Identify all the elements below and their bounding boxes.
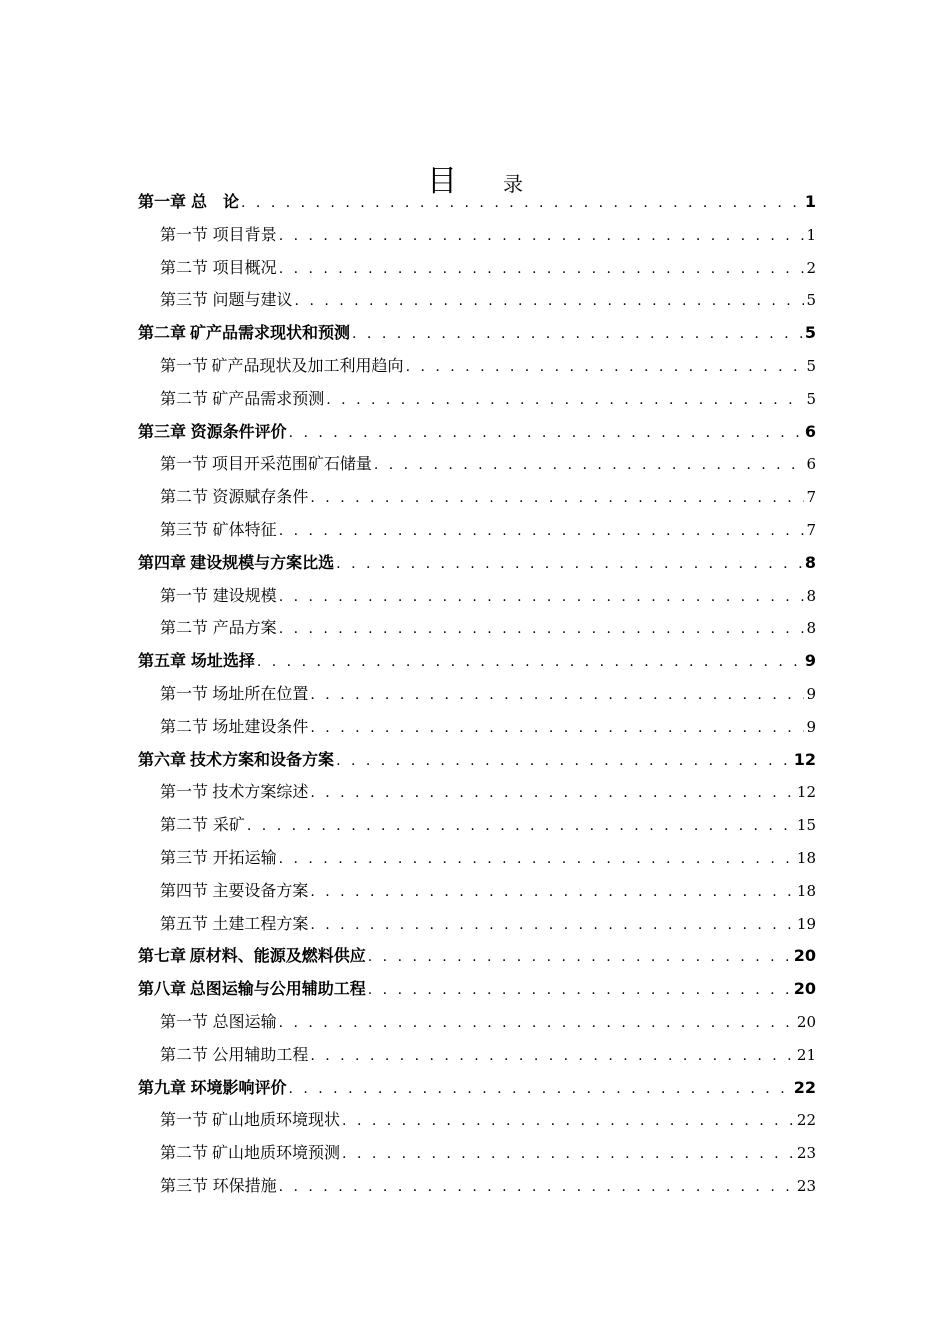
toc-section-entry[interactable] bbox=[138, 678, 816, 711]
toc-chapter-entry[interactable] bbox=[138, 186, 816, 219]
toc-entry-title: 场址建设条件 bbox=[212, 716, 309, 736]
toc-entry-title: 产品方案 bbox=[212, 618, 277, 638]
toc-entry-title: 项目背景 bbox=[212, 224, 277, 244]
dot-leader bbox=[310, 909, 795, 942]
dot-leader bbox=[310, 1040, 795, 1073]
toc-section-entry[interactable] bbox=[138, 1006, 816, 1039]
toc-page-number: 12 bbox=[793, 749, 816, 769]
toc-chapter-entry[interactable] bbox=[138, 317, 816, 350]
dot-leader bbox=[342, 1138, 795, 1171]
dot-leader bbox=[374, 449, 805, 482]
dot-leader bbox=[241, 187, 803, 220]
dot-leader bbox=[310, 876, 795, 909]
dot-leader bbox=[257, 646, 803, 679]
dot-leader bbox=[279, 253, 805, 286]
toc-page-number: 21 bbox=[796, 1045, 816, 1064]
toc-page-number: 20 bbox=[793, 946, 816, 966]
toc-entry-label: 第二节 bbox=[160, 1143, 209, 1163]
toc-section-entry[interactable] bbox=[138, 448, 816, 481]
toc-entry-title: 问题与建议 bbox=[212, 290, 293, 310]
toc-entry-title: 资源赋存条件 bbox=[212, 487, 309, 507]
toc-page-number: 5 bbox=[806, 389, 816, 408]
toc-entry-title: 建设规模 bbox=[212, 585, 277, 605]
toc-entry-label: 第二节 bbox=[160, 716, 209, 736]
toc-entry-title: 环境影响评价 bbox=[190, 1077, 287, 1097]
toc-section-entry[interactable] bbox=[138, 1170, 816, 1203]
toc-entry-label: 第六章 bbox=[138, 749, 187, 769]
toc-entry-label: 第一节 bbox=[160, 1011, 209, 1031]
toc-entry-title: 土建工程方案 bbox=[212, 913, 309, 933]
toc-page-number: 23 bbox=[796, 1176, 816, 1195]
table-of-contents bbox=[138, 186, 816, 1203]
toc-section-entry[interactable] bbox=[138, 383, 816, 416]
toc-entry-label: 第四章 bbox=[138, 552, 187, 572]
toc-entry-title: 采矿 bbox=[212, 815, 245, 835]
toc-page-number: 22 bbox=[793, 1077, 816, 1097]
toc-entry-title: 矿产品需求预测 bbox=[212, 388, 325, 408]
toc-entry-label: 第一章 bbox=[138, 192, 187, 211]
toc-page-number: 19 bbox=[796, 914, 816, 933]
toc-page-number: 1 bbox=[806, 225, 816, 244]
toc-section-entry[interactable] bbox=[138, 711, 816, 744]
toc-section-entry[interactable] bbox=[138, 514, 816, 547]
toc-entry-label: 第三节 bbox=[160, 1175, 209, 1195]
toc-page-number: 6 bbox=[806, 455, 816, 474]
toc-page-number: 9 bbox=[804, 651, 816, 671]
toc-entry-label: 第一节 bbox=[160, 454, 209, 474]
toc-entry-title: 矿体特征 bbox=[212, 519, 277, 539]
toc-entry-title: 总图运输 bbox=[212, 1011, 277, 1031]
toc-entry-label: 第七章 bbox=[138, 946, 187, 966]
toc-entry-label: 第三节 bbox=[160, 519, 209, 539]
dot-leader bbox=[368, 941, 792, 974]
toc-chapter-entry[interactable] bbox=[138, 940, 816, 973]
toc-entry-label: 第二节 bbox=[160, 257, 209, 277]
toc-section-entry[interactable] bbox=[138, 284, 816, 317]
toc-entry-title: 主要设备方案 bbox=[212, 880, 309, 900]
toc-page-number: 18 bbox=[796, 848, 816, 867]
toc-entry-title: 总 论 bbox=[191, 192, 240, 211]
toc-page-number: 1 bbox=[804, 192, 816, 211]
title-main: 目 bbox=[427, 164, 457, 199]
title-second: 录 bbox=[503, 172, 523, 196]
toc-section-entry[interactable] bbox=[138, 1039, 816, 1072]
toc-page-number: 12 bbox=[796, 783, 816, 802]
toc-entry-title: 项目开采范围矿石储量 bbox=[211, 454, 372, 474]
toc-page-number: 8 bbox=[804, 552, 816, 572]
toc-entry-label: 第一节 bbox=[160, 224, 209, 244]
toc-chapter-entry[interactable] bbox=[138, 744, 816, 777]
dot-leader bbox=[342, 1105, 795, 1138]
toc-page-number: 5 bbox=[806, 356, 816, 375]
toc-entry-label: 第二节 bbox=[160, 618, 209, 638]
toc-chapter-entry[interactable] bbox=[138, 973, 816, 1006]
toc-chapter-entry[interactable] bbox=[138, 416, 816, 449]
dot-leader bbox=[310, 712, 804, 745]
toc-entry-label: 第五章 bbox=[138, 651, 187, 671]
toc-entry-label: 第九章 bbox=[138, 1077, 187, 1097]
toc-entry-label: 第二节 bbox=[160, 1044, 209, 1064]
toc-entry-title: 矿山地质环境现状 bbox=[212, 1110, 341, 1130]
dot-leader bbox=[279, 843, 795, 876]
dot-leader bbox=[336, 548, 803, 581]
dot-leader bbox=[279, 1171, 795, 1204]
toc-page-number: 2 bbox=[806, 258, 816, 277]
dot-leader bbox=[279, 613, 805, 646]
toc-entry-title: 技术方案和设备方案 bbox=[190, 749, 335, 769]
toc-entry-label: 第八章 bbox=[138, 979, 187, 999]
toc-entry-label: 第一节 bbox=[160, 585, 209, 605]
toc-entry-title: 开拓运输 bbox=[212, 847, 277, 867]
toc-section-entry[interactable] bbox=[138, 580, 816, 613]
toc-entry-label: 第一节 bbox=[160, 782, 209, 802]
dot-leader bbox=[295, 285, 805, 318]
dot-leader bbox=[279, 515, 805, 548]
toc-section-entry[interactable] bbox=[138, 252, 816, 285]
toc-entry-title: 矿山地质环境预测 bbox=[212, 1143, 341, 1163]
toc-entry-title: 技术方案综述 bbox=[212, 782, 309, 802]
toc-entry-label: 第二节 bbox=[160, 388, 209, 408]
dot-leader bbox=[279, 220, 805, 253]
toc-entry-label: 第三章 bbox=[138, 421, 187, 441]
toc-page-number: 7 bbox=[806, 488, 816, 507]
toc-entry-title: 总图运输与公用辅助工程 bbox=[189, 979, 366, 999]
dot-leader bbox=[406, 351, 805, 384]
toc-page-number: 9 bbox=[806, 684, 816, 703]
toc-page-number: 5 bbox=[806, 291, 816, 310]
toc-section-entry[interactable] bbox=[138, 219, 816, 252]
toc-section-entry[interactable] bbox=[138, 481, 816, 514]
toc-entry-title: 场址选择 bbox=[190, 651, 255, 671]
dot-leader bbox=[279, 581, 805, 614]
dot-leader bbox=[310, 679, 804, 712]
dot-leader bbox=[310, 482, 804, 515]
dot-leader bbox=[326, 384, 804, 417]
dot-leader bbox=[288, 1073, 791, 1106]
dot-leader bbox=[247, 810, 795, 843]
toc-entry-label: 第三节 bbox=[160, 290, 209, 310]
toc-section-entry[interactable] bbox=[138, 1137, 816, 1170]
dot-leader bbox=[336, 745, 792, 778]
toc-entry-title: 建设规模与方案比选 bbox=[190, 552, 335, 572]
toc-entry-title: 环保措施 bbox=[212, 1175, 277, 1195]
toc-entry-title: 公用辅助工程 bbox=[212, 1044, 309, 1064]
toc-entry-title: 原材料、能源及燃料供应 bbox=[189, 946, 366, 966]
toc-page-number: 7 bbox=[806, 520, 816, 539]
dot-leader bbox=[310, 777, 795, 810]
toc-page-number: 20 bbox=[793, 979, 816, 999]
toc-entry-title: 项目概况 bbox=[212, 257, 277, 277]
toc-page-number: 15 bbox=[796, 816, 816, 835]
toc-page-number: 8 bbox=[806, 586, 816, 605]
toc-section-entry[interactable] bbox=[138, 908, 816, 941]
toc-section-entry[interactable] bbox=[138, 350, 816, 383]
toc-page-number: 6 bbox=[804, 421, 816, 441]
toc-entry-label: 第一节 bbox=[160, 683, 209, 703]
dot-leader bbox=[352, 318, 803, 351]
toc-chapter-entry[interactable] bbox=[138, 1072, 816, 1105]
toc-entry-label: 第二节 bbox=[160, 487, 209, 507]
toc-section-entry[interactable] bbox=[138, 842, 816, 875]
toc-section-entry[interactable] bbox=[138, 875, 816, 908]
dot-leader bbox=[368, 974, 792, 1007]
toc-entry-title: 资源条件评价 bbox=[190, 421, 287, 441]
toc-entry-label: 第一节 bbox=[160, 1110, 209, 1130]
toc-page-number: 22 bbox=[796, 1111, 816, 1130]
toc-page-number: 8 bbox=[806, 619, 816, 638]
toc-entry-label: 第三节 bbox=[160, 847, 209, 867]
toc-chapter-entry[interactable] bbox=[138, 645, 816, 678]
toc-page-number: 5 bbox=[804, 323, 816, 343]
toc-entry-label: 第一节 bbox=[160, 355, 209, 375]
toc-page-number: 23 bbox=[796, 1144, 816, 1163]
toc-entry-label: 第二节 bbox=[160, 815, 209, 835]
toc-entry-label: 第五节 bbox=[160, 913, 209, 933]
toc-entry-title: 矿产品需求现状和预测 bbox=[190, 323, 351, 343]
dot-leader bbox=[289, 417, 803, 450]
toc-entry-label: 第四节 bbox=[160, 880, 209, 900]
toc-section-entry[interactable] bbox=[138, 809, 816, 842]
toc-page-number: 18 bbox=[796, 881, 816, 900]
toc-page-number: 20 bbox=[796, 1012, 816, 1031]
dot-leader bbox=[279, 1007, 795, 1040]
toc-section-entry[interactable] bbox=[138, 612, 816, 645]
toc-chapter-entry[interactable] bbox=[138, 547, 816, 580]
toc-entry-title: 场址所在位置 bbox=[212, 683, 309, 703]
toc-section-entry[interactable] bbox=[138, 1104, 816, 1137]
toc-section-entry[interactable] bbox=[138, 776, 816, 809]
toc-entry-title: 矿产品现状及加工利用趋向 bbox=[211, 355, 404, 375]
toc-entry-label: 第二章 bbox=[138, 323, 187, 343]
toc-page-number: 9 bbox=[806, 717, 816, 736]
